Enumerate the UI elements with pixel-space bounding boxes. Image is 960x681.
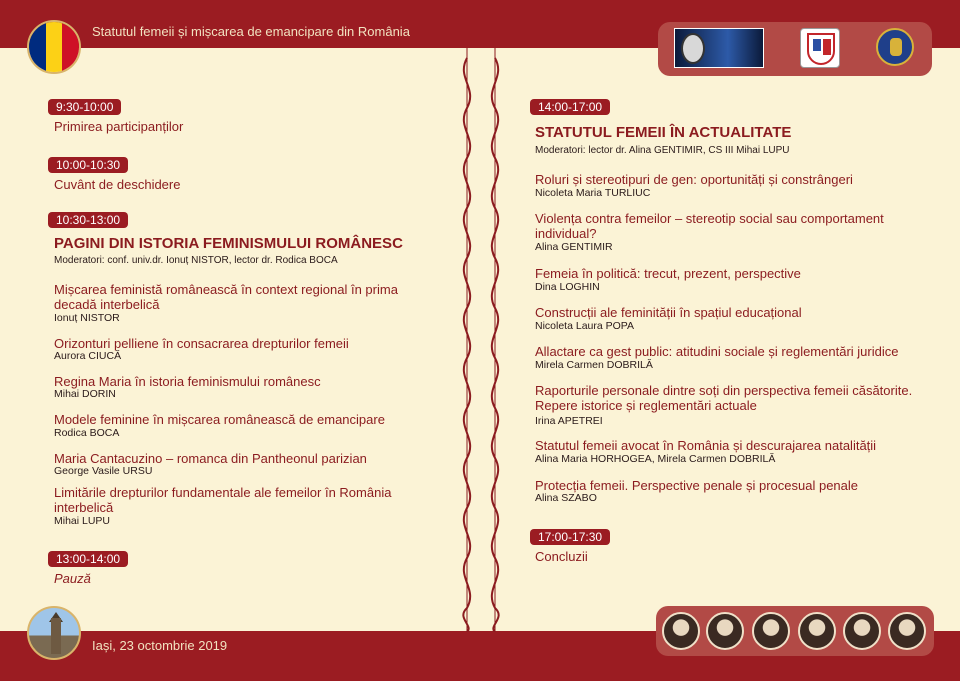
time-badge: 10:30-13:00 (48, 212, 128, 228)
talk-title: Protecția femeii. Perspective penale și procesual penale (535, 478, 859, 493)
talk-title: Maria Cantacuzino – romanca din Pantheonul parizian (54, 451, 367, 466)
talk-title: Modele feminine în mișcarea românească de emancipare (54, 412, 385, 427)
romanian-flag-icon (27, 20, 81, 74)
law-scale-logo-icon (674, 28, 764, 68)
moderators: Moderatori: lector dr. Alina GENTIMIR, CS III Mihai LUPU (535, 145, 790, 156)
talk-title: Construcții ale feminității în spațiul educațional (535, 305, 802, 320)
time-badge: 14:00-17:00 (530, 99, 610, 115)
talk-author: Nicoleta Laura POPA (535, 320, 635, 332)
session-title: STATUTUL FEMEII ÎN ACTUALITATE (535, 124, 792, 141)
agenda-item: Pauză (54, 571, 91, 586)
talk-title: Allactare ca gest public: atitudini sociale și reglementări juridice (535, 344, 899, 359)
talk-title: Femeia în politică: trecut, prezent, perspective (535, 266, 801, 281)
portrait-icon (752, 612, 790, 650)
talk-author: Irina APETREI (535, 415, 603, 427)
talk-title: Violența contra femeilor – stereotip social sau comportament individual? (535, 211, 884, 241)
talk-author: Dina LOGHIN (535, 281, 600, 293)
header-title: Statutul femeii și mișcarea de emancipare din România (92, 24, 410, 39)
talk-title: Mișcarea feministă românească în context regional în prima decadă interbelică (54, 282, 398, 312)
portrait-icon (706, 612, 744, 650)
talk-title: Statutul femeii avocat în România și descurajarea natalității (535, 438, 877, 453)
time-badge: 17:00-17:30 (530, 529, 610, 545)
talk-author: Alina GENTIMIR (535, 241, 613, 253)
portrait-icon (798, 612, 836, 650)
university-shield-logo-icon (800, 28, 840, 68)
moderators: Moderatori: conf. univ.dr. Ionuț NISTOR, lector dr. Rodica BOCA (54, 255, 338, 266)
agenda-item: Primirea participanților (54, 119, 184, 134)
time-badge: 10:00-10:30 (48, 157, 128, 173)
talk-author: Mihai DORIN (54, 388, 116, 400)
talk-author: Mirela Carmen DOBRILĂ (535, 359, 653, 371)
talk-author: Rodica BOCA (54, 427, 120, 439)
talk-author: Alina SZABO (535, 492, 597, 504)
talk-author: Mihai LUPU (54, 515, 111, 527)
portrait-icon (662, 612, 700, 650)
talk-title: Limitările drepturilor fundamentale ale femeilor în România interbelică (54, 485, 392, 515)
talk-title: Raporturile personale dintre soți din perspectiva femeii căsătorite. Repere istorice și reglementări actuale (535, 383, 913, 413)
agenda-item: Cuvânt de deschidere (54, 177, 181, 192)
agenda-item: Concluzii (535, 549, 588, 564)
portrait-icon (843, 612, 881, 650)
talk-title: Orizonturi pelliene în consacrarea drepturilor femeii (54, 336, 349, 351)
session-title: PAGINI DIN ISTORIA FEMINISMULUI ROMÂNESC (54, 235, 403, 252)
talk-title: Regina Maria în istoria feminismului românesc (54, 374, 321, 389)
talk-author: Aurora CIUCĂ (54, 350, 122, 362)
talk-author: Ionuț NISTOR (54, 312, 120, 324)
ornament-divider-left (454, 48, 480, 632)
portrait-icon (888, 612, 926, 650)
footer-location-date: Iași, 23 octombrie 2019 (92, 638, 228, 653)
palace-of-culture-icon (27, 606, 81, 660)
time-badge: 13:00-14:00 (48, 551, 128, 567)
talk-author: Alina Maria HORHOGEA, Mirela Carmen DOBRILĂ (535, 453, 776, 465)
talk-author: George Vasile URSU (54, 465, 153, 477)
ornament-divider-right (482, 48, 508, 632)
time-badge: 9:30-10:00 (48, 99, 121, 115)
talk-title: Roluri și stereotipuri de gen: oportunități și constrângeri (535, 172, 853, 187)
seal-logo-icon (876, 28, 914, 66)
talk-author: Nicoleta Maria TURLIUC (535, 187, 651, 199)
